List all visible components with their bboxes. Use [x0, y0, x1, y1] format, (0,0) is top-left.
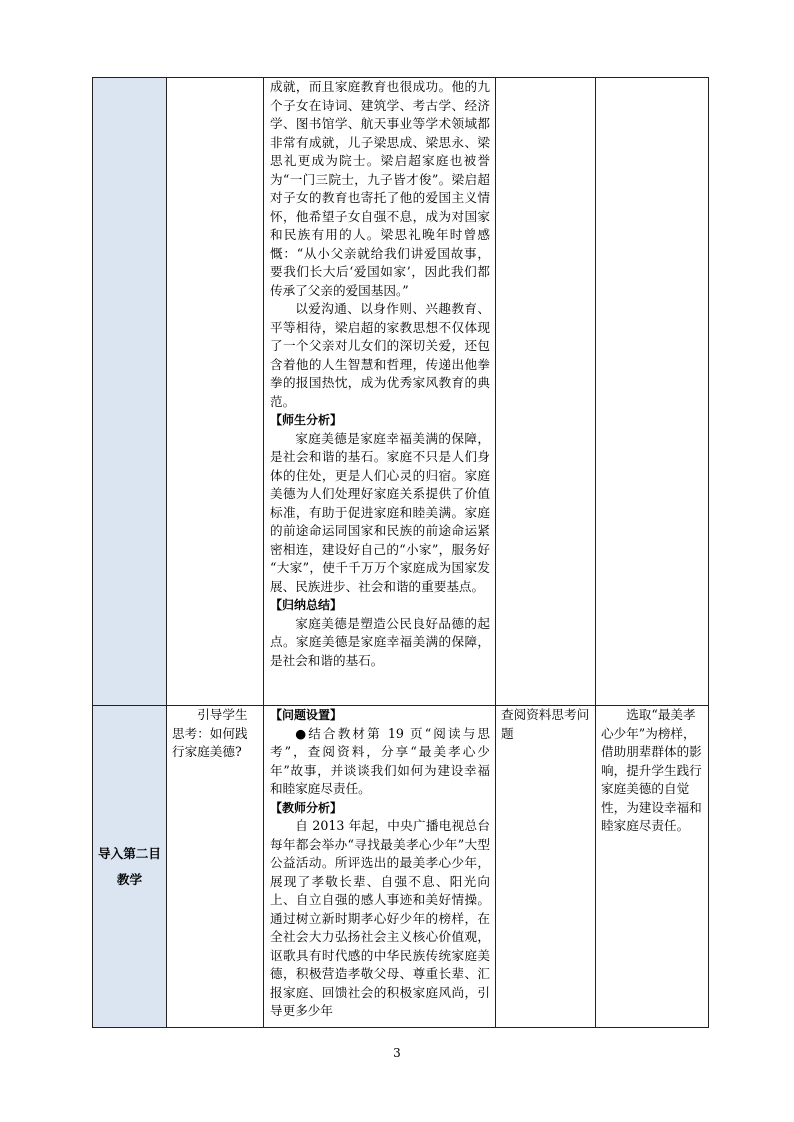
table-row [93, 78, 709, 706]
content-cell [264, 78, 496, 706]
analysis-text: 家庭美德是家庭幸福美满的保障，是社会和谐的基石。家庭不只是人们身体的住处，更是人们心灵的归宿。家庭美德为人们处理好家庭关系提供了价值标准，有助于促进家庭和睦美满。家庭的前途命运同国家和民族的前途命运紧密相连，建设好自己的“小家”，服务好 “大家”，使千千万万个家庭成为国家发展、民族进步、社会和谐的重要基点。 [270, 430, 490, 594]
guide-text: 引导学生思考：如何践行家庭美德? [172, 707, 248, 759]
guide-cell-empty [167, 78, 264, 706]
stage-label: 导入第二目教学 [93, 706, 167, 1028]
intent-text: 选取“最美孝心少年”为榜样，借助朋辈群体的影响，提升学生践行家庭美德的自觉性，为建设幸福和睦家庭尽责任。 [601, 707, 702, 833]
teacher-text: 自 2013 年起，中央广播电视总台每年都会举办“寻找最美孝心少年”大型公益活动。所评选出的最美孝心少年，展现了孝敬长辈、自强不息、阳光向上、自立自强的感人事迹和美好情操。通过树立新时期孝心好少年的榜样，在全社会大力弘扬社会主义核心价值观，讴歌具有时代感的中华民族传统家庭美德，积极营造孝敬父母、尊重长辈、汇报家庭、回馈社会的积极家庭风尚，引导更多少年 [270, 818, 490, 1018]
student-cell [496, 706, 596, 1028]
lesson-plan-table [92, 77, 709, 1028]
table-row [93, 706, 709, 1028]
guide-cell [167, 706, 264, 1028]
page-number: 3 [393, 1046, 401, 1060]
summary-text: 家庭美德是塑造公民良好品德的起点。家庭美德是家庭幸福美满的保障，是社会和谐的基石。 [270, 615, 490, 668]
intent-cell-empty [596, 78, 709, 706]
content-cell [264, 706, 496, 1028]
teacher-heading: 【教师分析】 [270, 800, 343, 815]
question-text: ●结合教材第 19 页“阅读与思考”，查阅资料，分享“最美孝心少年”故事，并谈谈我们如何为建设幸福和睦家庭尽责任。 [270, 725, 490, 796]
story-paragraph: 以爱沟通、以身作则、兴趣教育、平等相待，梁启超的家教思想不仅体现了一个父亲对儿女们的深切关爱，还包含着他的人生智慧和哲理，传递出他拳拳的报国热忱，成为优秀家风教育的典范。 [270, 301, 490, 409]
student-text: 查阅资料思考问题 [501, 707, 590, 741]
story-paragraphs [264, 78, 495, 670]
summary-heading: 【归纳总结】 [270, 598, 343, 612]
question-heading: 【问题设置】 [270, 708, 343, 722]
analysis-heading: 【师生分析】 [270, 413, 343, 427]
stage-cell-empty [93, 78, 167, 706]
student-cell-empty [496, 78, 596, 706]
lesson-content [264, 706, 495, 1021]
story-paragraph: 成就，而且家庭教育也很成功。他的九个子女在诗词、建筑学、考古学、经济学、图书馆学、航天事业等学术领域都非常有成就，儿子梁思成、梁思永、梁思礼更成为院士。梁启超家庭也被誉为“一门三院士，九子皆才俊”。梁启超对子女的教育也寄托了他的爱国主义情怀，他希望子女自强不息，成为对国家和民族有用的人。梁思礼晚年时曾感慨：“从小父亲就给我们讲爱国故事，要我们长大后‘爱国如家’，因此我们都传承了父亲的爱国基因。” [270, 79, 490, 298]
intent-cell [596, 706, 709, 1028]
